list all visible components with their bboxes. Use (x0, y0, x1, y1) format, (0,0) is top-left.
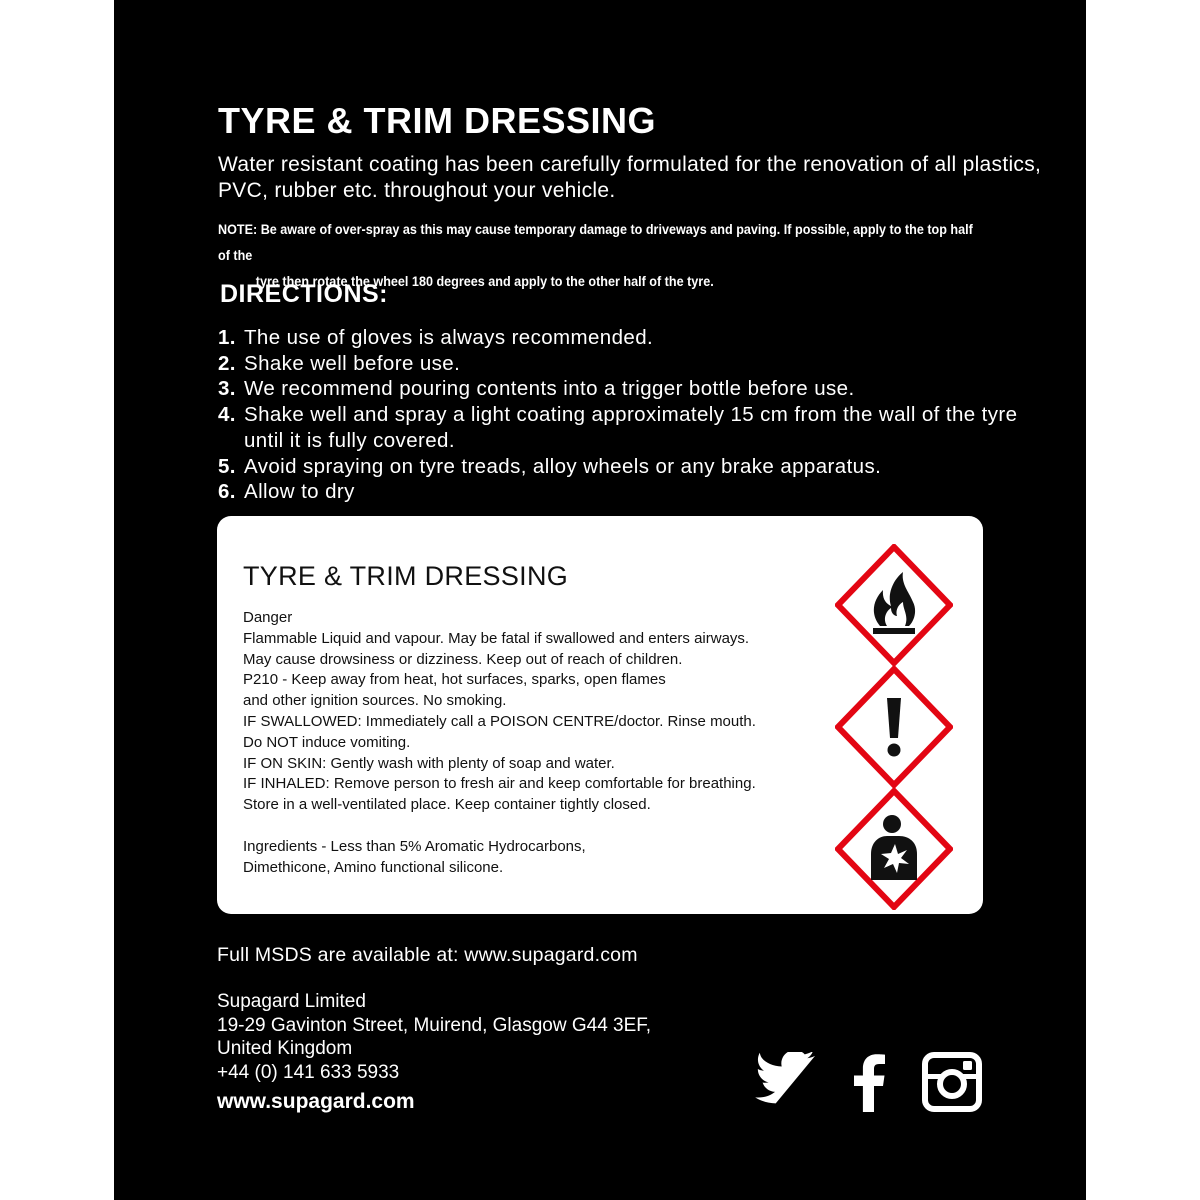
hazard-line: Danger (243, 609, 293, 626)
direction-step (218, 402, 1048, 453)
hazard-line: P210 - Keep away from heat, hot surfaces, sparks, open flames (243, 671, 666, 689)
company-name: Supagard Limited (217, 991, 366, 1012)
spacer (243, 816, 823, 837)
step-number: 6. (218, 480, 236, 504)
direction-step (218, 454, 1048, 480)
direction-step (218, 376, 1048, 402)
hazard-line: Flammable Liquid and vapour. May be fatal if swallowed and enters airways. (243, 629, 750, 647)
note-line-1: NOTE: Be aware of over-spray as this may cause temporary damage to driveways and paving. If possible, apply to the top half of the (218, 221, 973, 263)
direction-step (218, 325, 1048, 351)
phone-number: +44 (0) 141 633 5933 (217, 1061, 400, 1083)
instagram-icon[interactable] (922, 1052, 982, 1112)
step-text: Avoid spraying on tyre treads, alloy wheels or any brake apparatus. (244, 454, 882, 478)
hazard-line: IF INHALED: Remove person to fresh air and keep comfortable for breathing. (243, 775, 756, 793)
direction-step (218, 351, 1048, 377)
ingredients-line: Ingredients - Less than 5% Aromatic Hydrocarbons, (243, 837, 586, 855)
directions-heading: DIRECTIONS: (220, 280, 388, 308)
exclamation-icon (835, 666, 953, 788)
step-number: 3. (218, 377, 236, 401)
step-number: 5. (218, 454, 236, 478)
directions-list (218, 325, 1048, 505)
step-number: 1. (218, 326, 236, 349)
facebook-icon[interactable] (852, 1052, 886, 1112)
note-line-2: tyre then rotate the wheel 180 degrees and apply to the other half of the tyre. (255, 273, 714, 289)
hazard-statements (243, 608, 823, 878)
product-intro: Water resistant coating has been carefully formulated for the renovation of all plastics, PVC, rubber etc. throughout your vehicle. (218, 153, 1042, 202)
website-link[interactable]: www.supagard.com (217, 1090, 415, 1113)
product-title: TYRE & TRIM DRESSING (218, 100, 657, 141)
social-links (752, 1052, 984, 1112)
street-address: 19-29 Gavinton Street, Muirend, Glasgow G44 3EF, (217, 1014, 652, 1036)
step-text: We recommend pouring contents into a trigger bottle before use. (244, 377, 855, 401)
hazard-line: IF ON SKIN: Gently wash with plenty of soap and water. (243, 754, 615, 772)
hazard-line: Do NOT induce vomiting. (243, 733, 411, 751)
step-text: Shake well and spray a light coating approximately 15 cm from the wall of the tyre until it is fully covered. (244, 403, 1018, 452)
msds-notice: Full MSDS are available at: www.supagard.com (217, 944, 638, 966)
step-text: The use of gloves is always recommended. (244, 326, 654, 349)
step-text: Shake well before use. (244, 351, 461, 375)
hazard-label-title: TYRE & TRIM DRESSING (243, 561, 569, 591)
ghs-pictograms (835, 544, 953, 910)
company-address (217, 990, 651, 1084)
twitter-icon[interactable] (752, 1052, 818, 1112)
health-hazard-icon (835, 788, 953, 910)
step-number: 2. (218, 351, 236, 375)
hazard-label-card (217, 516, 983, 914)
hazard-line: Store in a well-ventilated place. Keep container tightly closed. (243, 796, 651, 814)
direction-step (218, 479, 1048, 505)
hazard-line: May cause drowsiness or dizziness. Keep out of reach of children. (243, 650, 683, 668)
step-number: 4. (218, 403, 236, 427)
hazard-line: and other ignition sources. No smoking. (243, 692, 507, 710)
flame-icon (835, 544, 953, 666)
ingredients-line: Dimethicone, Amino functional silicone. (243, 858, 504, 876)
hazard-line: IF SWALLOWED: Immediately call a POISON CENTRE/doctor. Rinse mouth. (243, 712, 756, 730)
product-label-panel (114, 0, 1086, 1200)
step-text: Allow to dry (244, 480, 355, 504)
country: United Kingdom (217, 1038, 353, 1059)
